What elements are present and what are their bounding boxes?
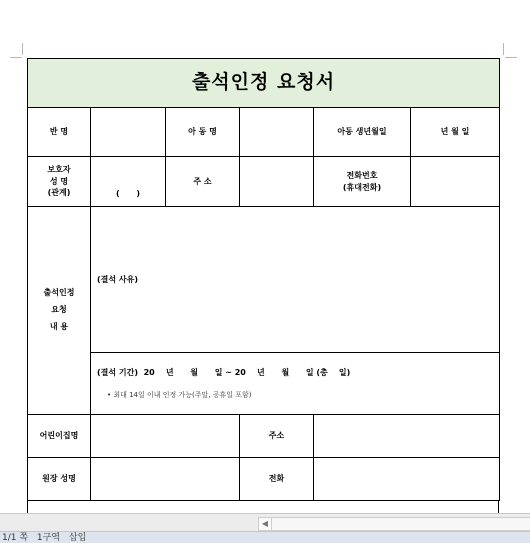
phone-label-line1: 전화번호 [346,170,378,180]
address-field[interactable] [240,157,314,207]
table-continuation [27,500,499,513]
daycare-address-label: 주소 [240,415,314,458]
director-name-label: 원장 성명 [28,458,91,501]
request-label-line2: 요청 [51,305,67,315]
absence-period-field[interactable] [91,353,500,415]
crop-mark-top-right-h [505,57,517,58]
daycare-name-label: 어린이집명 [28,415,91,458]
status-mode[interactable]: 삽입 [68,533,87,543]
scrollbar-track[interactable] [258,517,530,531]
relation-parens: ( ) [115,189,141,199]
phone-label-line2: (휴대전화) [342,182,382,192]
absence-note: • 최대 14일 이내 인정 가능(주말, 공휴일 포함) [107,391,252,400]
crop-mark-top-left-v [22,43,23,55]
child-birth-label: 아동 생년월일 [314,108,411,157]
absence-reason-field[interactable] [91,207,500,353]
horizontal-scrollbar[interactable] [0,513,530,532]
child-name-field[interactable] [240,108,314,157]
crop-mark-top-left-h [10,57,22,58]
address-label: 주 소 [166,157,240,207]
guardian-label-line3: (관계) [47,188,71,198]
phone-label [314,157,411,207]
child-birth-field[interactable]: 년 월 일 [411,108,500,157]
status-section: 1구역 [36,533,61,543]
request-form-table [27,58,500,501]
absence-period-text: (결석 기간) 20 년 월 일 ~ 20 년 월 일 (총 일) [97,367,351,377]
guardian-label-line1: 보호자 [47,165,71,175]
crop-mark-top-right-v [503,43,504,55]
guardian-label [28,157,91,207]
daycare-name-field[interactable] [91,415,240,458]
scroll-left-icon[interactable]: ◀ [258,517,272,531]
daycare-address-field[interactable] [314,415,500,458]
request-label-line3: 내 용 [49,321,69,331]
status-bar [0,531,530,543]
absence-reason-label: (결석 사유) [97,274,139,284]
child-name-label: 아 동 명 [166,108,240,157]
guardian-name-field[interactable] [91,157,166,207]
guardian-label-line2: 성 명 [49,176,69,186]
daycare-phone-label: 전화 [240,458,314,501]
class-name-label: 반 명 [28,108,91,157]
class-name-field[interactable] [91,108,166,157]
status-page: 1/1 쪽 [2,533,29,543]
request-label-line1: 출석인정 [43,288,75,298]
form-title: 출석인정 요청서 [28,59,500,108]
phone-field[interactable] [411,157,500,207]
director-name-field[interactable] [91,458,240,501]
request-content-label [28,207,91,415]
daycare-phone-field[interactable] [314,458,500,501]
